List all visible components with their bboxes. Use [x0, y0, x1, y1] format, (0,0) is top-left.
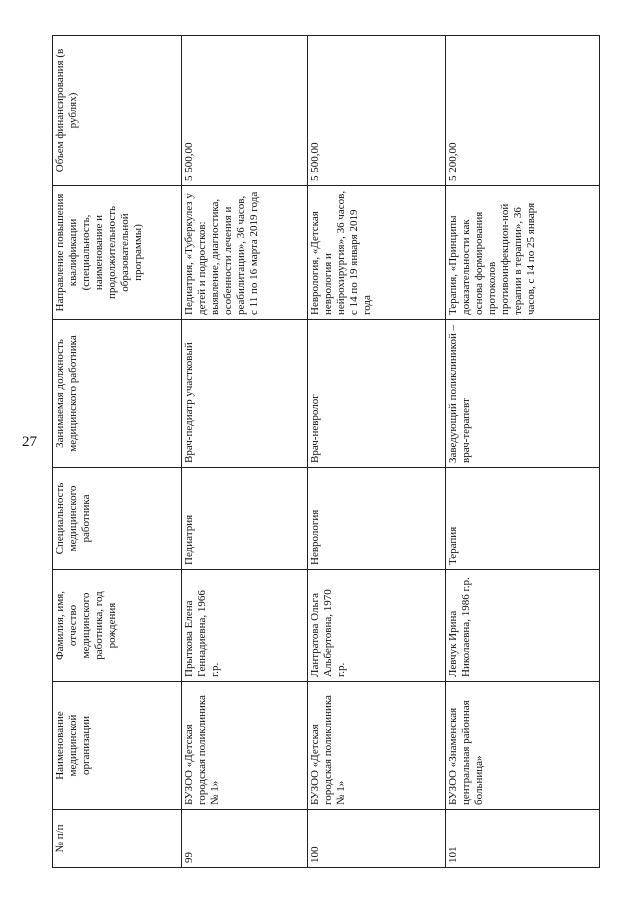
header-cell-specialty: Специальность медицинского работника	[53, 468, 182, 570]
row-position: Заведующий поликлиникой – врач-терапевт	[446, 320, 600, 468]
row-funding: 5 200,00	[446, 36, 600, 186]
row-training: Терапия, «Принципы доказательности как основа формирования протоколов противоинфекцион-ной терапии в терапии», 36 часов, с 14 по 25 января	[446, 186, 600, 320]
row-full-name: Лантратова Ольга Альбертовна, 1970 г.р.	[308, 570, 446, 682]
row-organization: БУЗОО «Знаменская центральная районная больница»	[446, 682, 600, 810]
row-funding: 5 500,00	[308, 36, 446, 186]
row-organization: БУЗОО «Детская городская поликлиника № 1»	[182, 682, 308, 810]
training-table	[52, 35, 600, 868]
table-row	[308, 36, 446, 868]
row-full-name: Левчук Ирина Николаевна, 1986 г.р.	[446, 570, 600, 682]
header-cell-funding: Объем финансирования (в рублях)	[53, 36, 182, 186]
row-full-name: Прыткова Елена Геннадиевна, 1966 г.р.	[182, 570, 308, 682]
header-cell-full-name: Фамилия, имя, отчество медицинского работника, год рождения	[53, 570, 182, 682]
row-specialty: Педиатрия	[182, 468, 308, 570]
document-rotated-content	[52, 36, 599, 868]
table-row	[182, 36, 308, 868]
row-training: Неврология, «Детская неврология и нейрохирургия», 36 часов, с 14 по 19 января 2019 года	[308, 186, 446, 320]
row-specialty: Неврология	[308, 468, 446, 570]
row-position: Врач-педиатр участковый	[182, 320, 308, 468]
row-funding: 5 500,00	[182, 36, 308, 186]
row-number: 100	[308, 810, 446, 868]
row-organization: БУЗОО «Детская городская поликлиника № 1»	[308, 682, 446, 810]
page-number: 27	[22, 434, 37, 450]
row-specialty: Терапия	[446, 468, 600, 570]
row-position: Врач-невролог	[308, 320, 446, 468]
header-cell-number: № п/п	[53, 810, 182, 868]
header-cell-position: Занимаемая должность медицинского работника	[53, 320, 182, 468]
header-cell-training: Направление повышения квалификации (специальность, наименование и продолжительность образовательной программы)	[53, 186, 182, 320]
row-training: Педиатрия, «Туберкулез у детей и подростков: выявление, диагностика, особенности лечения и реабилитации», 36 часов, с 11 по 16 марта 2019 года	[182, 186, 308, 320]
row-number: 101	[446, 810, 600, 868]
table-row	[446, 36, 600, 868]
row-number: 99	[182, 810, 308, 868]
table-header-row	[53, 36, 182, 868]
header-cell-organization: Наименование медицинской организации	[53, 682, 182, 810]
